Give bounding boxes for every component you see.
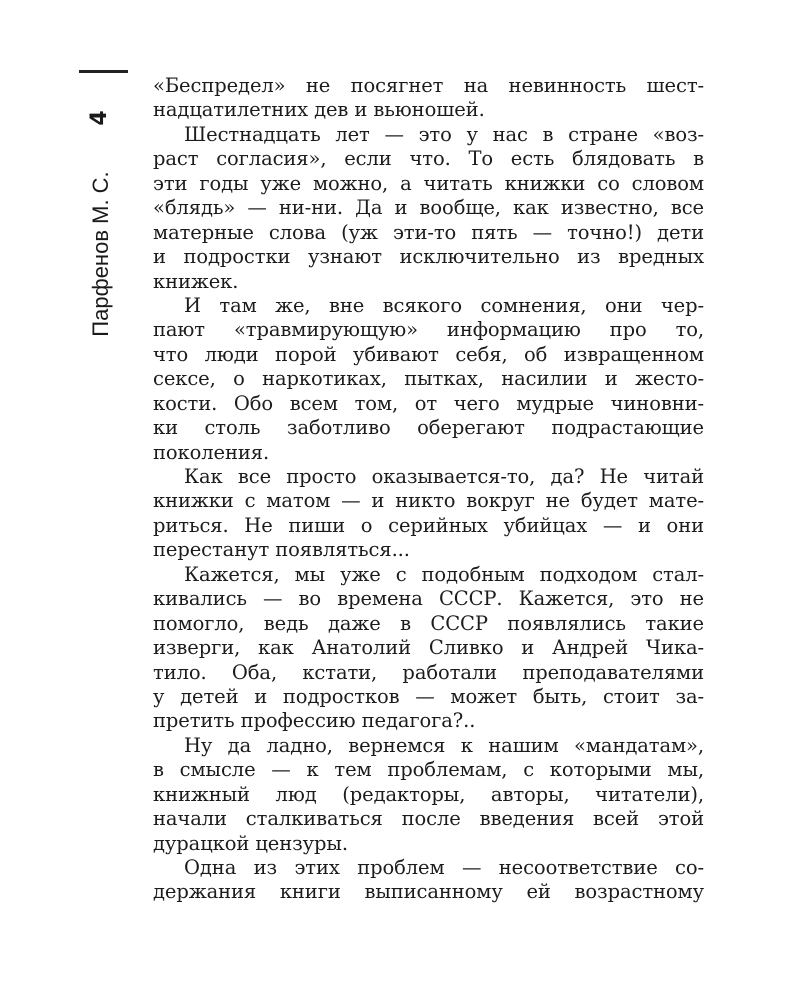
text-line: поколения.	[153, 440, 270, 464]
text-line: претить профессию педагога?..	[153, 709, 476, 733]
body-text	[153, 74, 704, 905]
text-line: ки столь заботливо оберегают подрастающие	[153, 416, 704, 440]
text-line: Ну да ладно, вернемся к нашим «мандатам»,	[184, 733, 704, 757]
text-line: книжек.	[153, 269, 239, 293]
text-line: помогло, ведь даже в СССР появлялись такие	[153, 611, 704, 635]
text-line: пают «травмирующую» информацию про то,	[153, 318, 704, 342]
text-line: Кажется, мы уже с подобным подходом стал-	[184, 562, 704, 586]
text-line: Как все просто оказывается-то, да? Не читай	[184, 465, 704, 488]
text-line: у детей и подростков — может быть, стоит за-	[153, 684, 704, 708]
text-line: кости. Обо всем том, от чего мудрые чиновни-	[153, 391, 704, 415]
text-line: И там же, вне всякого сомнения, они чер-	[184, 293, 704, 317]
text-line: изверги, как Анатолий Сливко и Андрей Чика-	[153, 636, 704, 660]
text-line: эти годы уже можно, а читать книжки со словом	[153, 171, 704, 195]
text-line: тило. Оба, кстати, работали преподавателями	[153, 660, 704, 684]
text-line: матерные слова (уж эти-то пять — точно!) дети	[153, 220, 704, 244]
text-line: и подростки узнают исключительно из вредных	[153, 245, 704, 269]
text-line: кивались — во времена СССР. Кажется, это не	[153, 587, 704, 611]
text-line: начали сталкиваться после введения всей этой	[153, 807, 704, 831]
text-line: книжки с матом — и никто вокруг не будет мате-	[153, 489, 704, 513]
text-line: раст согласия», если что. То есть блядовать в	[153, 147, 704, 171]
running-head-author: Парфенов М. С.	[88, 171, 113, 337]
text-line: сексе, о наркотиках, пытках, насилии и жесто-	[153, 367, 704, 391]
text-line: книжный люд (редакторы, авторы, читатели),	[153, 782, 704, 806]
text-line: держания книги выписанному ей возрастному	[153, 880, 704, 904]
header-rule	[79, 70, 128, 73]
text-line: надцатилетних дев и вьюношей.	[153, 98, 485, 122]
text-line: перестанут появляться...	[153, 538, 410, 562]
text-line: дурацкой цензуры.	[153, 831, 348, 855]
text-line: «Беспредел» не посягнет на невинность шест-	[153, 74, 704, 97]
text-line: риться. Не пиши о серийных убийцах — и они	[153, 513, 704, 537]
text-line: что люди порой убивают себя, об извращенном	[153, 342, 704, 366]
page-number: 4	[87, 110, 112, 126]
text-line: Шестнадцать лет — это у нас в стране «воз-	[184, 122, 704, 146]
text-line: Одна из этих проблем — несоответствие со-	[184, 856, 704, 879]
text-line: в смысле — к тем проблемам, с которыми мы,	[153, 758, 704, 782]
text-line: «блядь» — ни-ни. Да и вообще, как известно, все	[153, 196, 704, 220]
